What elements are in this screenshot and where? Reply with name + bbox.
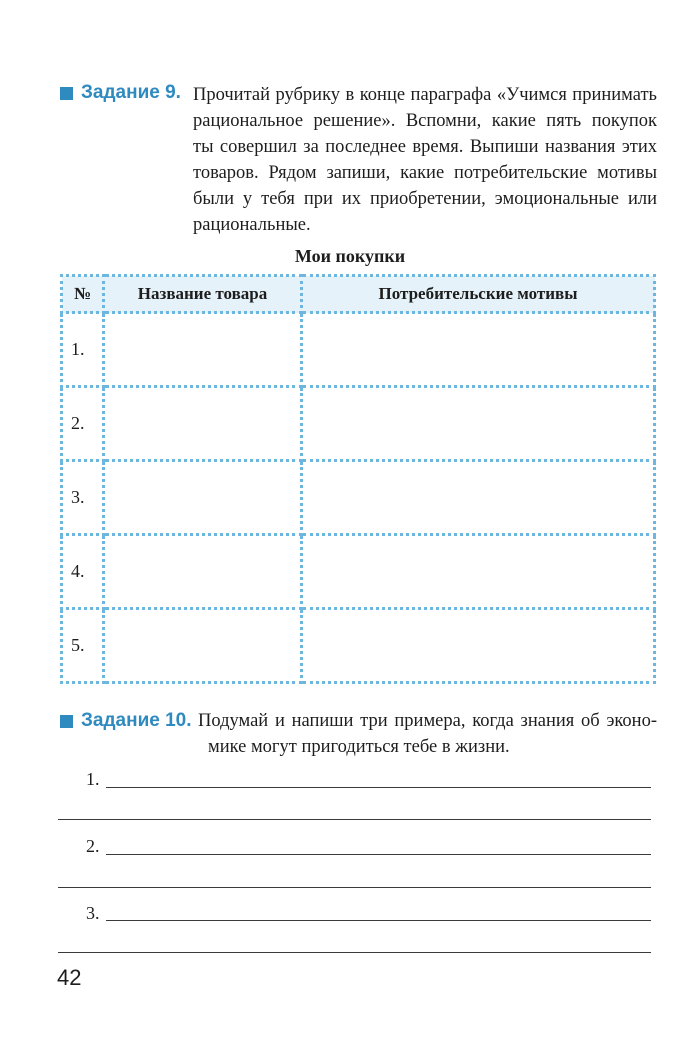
row-number: 3. <box>62 461 104 535</box>
answer-number: 3. <box>86 903 100 923</box>
answer-line[interactable] <box>106 920 651 921</box>
task-10-header <box>60 710 192 732</box>
row-number: 1. <box>62 313 104 387</box>
table-row <box>62 535 655 609</box>
product-cell[interactable] <box>104 609 302 683</box>
motives-cell[interactable] <box>302 461 655 535</box>
answer-line[interactable] <box>58 887 651 888</box>
task-9-line: были у тебя при их приобретении, эмоциональные или <box>193 189 657 209</box>
task-9-text <box>193 82 657 238</box>
table-row <box>62 387 655 461</box>
motives-cell[interactable] <box>302 609 655 683</box>
task-9-label: Задание 9. <box>81 82 181 103</box>
answer-line[interactable] <box>58 952 651 953</box>
task-marker-icon <box>60 715 73 728</box>
answer-number: 2. <box>86 836 100 856</box>
purchases-table-wrap <box>60 274 656 684</box>
task-9-line: Прочитай рубрику в конце параграфа «Учимся принимать <box>193 85 657 105</box>
column-header-product: Название товара <box>104 276 302 313</box>
answer-line[interactable] <box>106 787 651 788</box>
column-header-number: № <box>62 276 104 313</box>
task-9-line: рациональные. <box>193 215 311 235</box>
row-number: 5. <box>62 609 104 683</box>
motives-cell[interactable] <box>302 535 655 609</box>
answer-line[interactable] <box>106 854 651 855</box>
row-number: 2. <box>62 387 104 461</box>
answer-number: 1. <box>86 769 100 789</box>
task-9-line: рациональное решение». Вспомни, какие пять покупок <box>193 111 657 131</box>
table-row <box>62 313 655 387</box>
column-header-motives: Потребительские мотивы <box>302 276 655 313</box>
page-number: 42 <box>57 965 82 990</box>
table-row <box>62 461 655 535</box>
table-title: Мои покупки <box>294 246 406 266</box>
task-10-line: Подумай и напиши три примера, когда знания об эконо- <box>198 711 657 731</box>
task-9-header <box>60 82 181 104</box>
product-cell[interactable] <box>104 313 302 387</box>
task-10-line: мике могут пригодиться тебе в жизни. <box>208 737 510 757</box>
table-header-row <box>62 276 655 313</box>
table-row <box>62 609 655 683</box>
task-10-label: Задание 10. <box>81 710 192 731</box>
product-cell[interactable] <box>104 461 302 535</box>
task-9-line: товаров. Рядом запиши, какие потребительские мотивы <box>193 163 657 183</box>
product-cell[interactable] <box>104 387 302 461</box>
task-10-text <box>198 708 657 760</box>
motives-cell[interactable] <box>302 313 655 387</box>
motives-cell[interactable] <box>302 387 655 461</box>
task-marker-icon <box>60 87 73 100</box>
row-number: 4. <box>62 535 104 609</box>
product-cell[interactable] <box>104 535 302 609</box>
purchases-table <box>60 274 656 684</box>
answer-line[interactable] <box>58 819 651 820</box>
task-9-line: ты совершил за последнее время. Выпиши названия этих <box>193 137 657 157</box>
